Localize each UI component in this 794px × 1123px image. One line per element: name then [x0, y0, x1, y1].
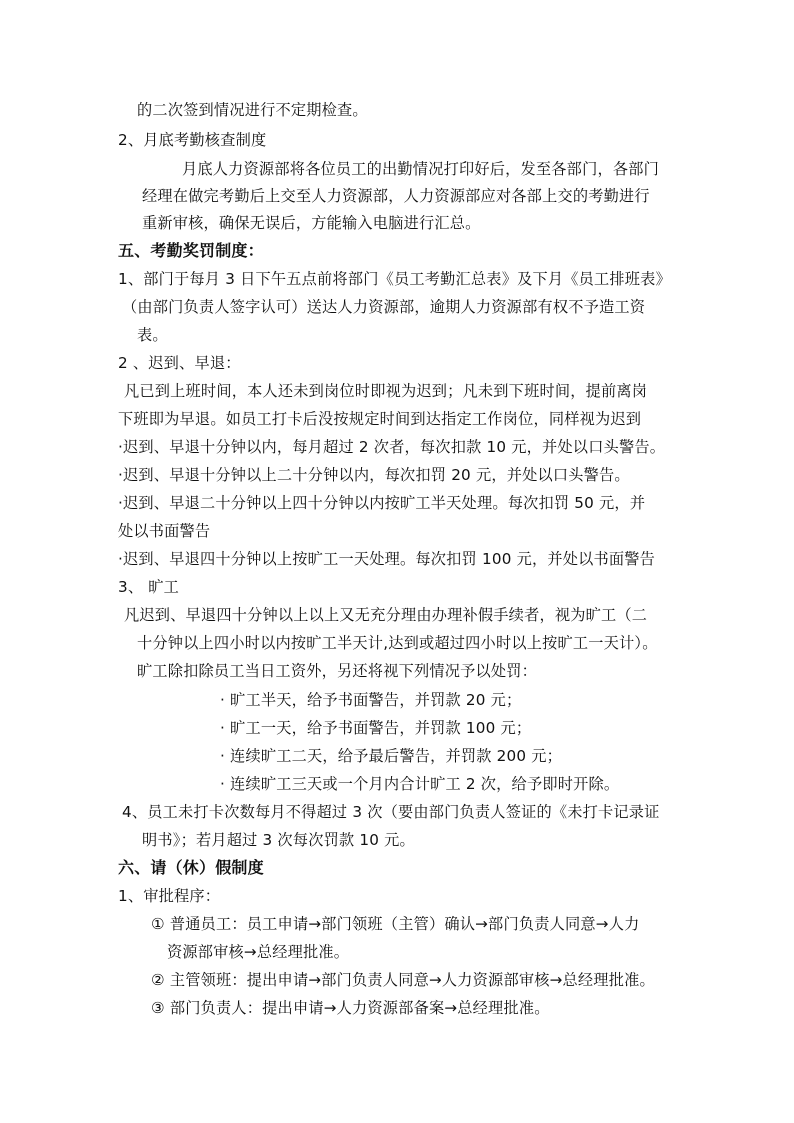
list-item-text: 4、员工未打卡次数每月不得超过 3 次（要由部门负责人签证的《未打卡记录证 [122, 803, 660, 821]
body-text-line: 资源部审核→总经理批准。 [167, 943, 350, 961]
bullet-item: ·迟到、早退四十分钟以上按旷工一天处理。每次扣罚 100 元，并处以书面警告 [118, 550, 656, 568]
body-text-line: （由部门负责人签字认可）送达人力资源部，逾期人力资源部有权不予造工资 [122, 298, 646, 316]
list-item-text: 1、部门于每月 3 日下午五点前将部门《员工考勤汇总表》及下月《员工排班表》 [118, 270, 671, 288]
body-text-line: 明书》；若月超过 3 次每次罚款 10 元。 [142, 831, 415, 849]
numbered-item: ③ 部门负责人：提出申请→人力资源部备案→总经理批准。 [151, 999, 550, 1017]
body-text-line: 的二次签到情况进行不定期检查。 [137, 101, 368, 119]
bullet-item: · 连续旷工三天或一个月内合计旷工 2 次，给予即时开除。 [220, 775, 620, 793]
list-item-text: 2 、迟到、早退： [118, 354, 241, 372]
body-text-line: 凡迟到、早退四十分钟以上以上又无充分理由办理补假手续者，视为旷工（二 [124, 606, 648, 624]
numbered-item: ① 普通员工：员工申请→部门领班（主管）确认→部门负责人同意→人力 [151, 915, 640, 933]
section-heading: 五、考勤奖罚制度： [118, 241, 264, 260]
body-text-line: 重新审核，确保无误后，方能输入电脑进行汇总。 [142, 214, 481, 232]
bullet-item: · 旷工半天，给予书面警告，并罚款 20 元； [220, 691, 522, 709]
bullet-item: ·迟到、早退十分钟以内，每月超过 2 次者，每次扣款 10 元，并处以口头警告。 [118, 438, 666, 456]
body-text-line: 表。 [137, 326, 168, 344]
body-text-line: 经理在做完考勤后上交至人力资源部，人力资源部应对各部上交的考勤进行 [142, 187, 650, 205]
subsection-heading: 1、审批程序： [118, 887, 221, 905]
body-text-line: 旷工除扣除员工当日工资外，另还将视下列情况予以处罚： [137, 662, 538, 680]
body-text-line: 下班即为早退。如员工打卡后没按规定时间到达指定工作岗位，同样视为迟到 [118, 410, 642, 428]
body-text-line: 凡已到上班时间，本人还未到岗位时即视为迟到；凡未到下班时间，提前离岗 [124, 382, 648, 400]
section-heading: 六、请（休）假制度 [118, 858, 264, 877]
body-text-line: 月底人力资源部将各位员工的出勤情况打印好后，发至各部门，各部门 [182, 160, 660, 178]
body-text-line: 十分钟以上四小时以内按旷工半天计,达到或超过四小时以上按旷工一天计）。 [137, 634, 658, 652]
bullet-item: ·迟到、早退十分钟以上二十分钟以内，每次扣罚 20 元，并处以口头警告。 [118, 466, 630, 484]
bullet-item: · 旷工一天，给予书面警告，并罚款 100 元； [220, 719, 532, 737]
subsection-heading: 2、月底考勤核查制度 [118, 131, 267, 149]
bullet-item: · 连续旷工二天，给予最后警告，并罚款 200 元； [220, 747, 563, 765]
numbered-item: ② 主管领班：提出申请→部门负责人同意→人力资源部审核→总经理批准。 [151, 971, 655, 989]
list-item-text: 3、 旷工 [118, 578, 180, 596]
bullet-item: ·迟到、早退二十分钟以上四十分钟以内按旷工半天处理。每次扣罚 50 元，并 [118, 494, 646, 512]
body-text-line: 处以书面警告 [118, 522, 211, 540]
